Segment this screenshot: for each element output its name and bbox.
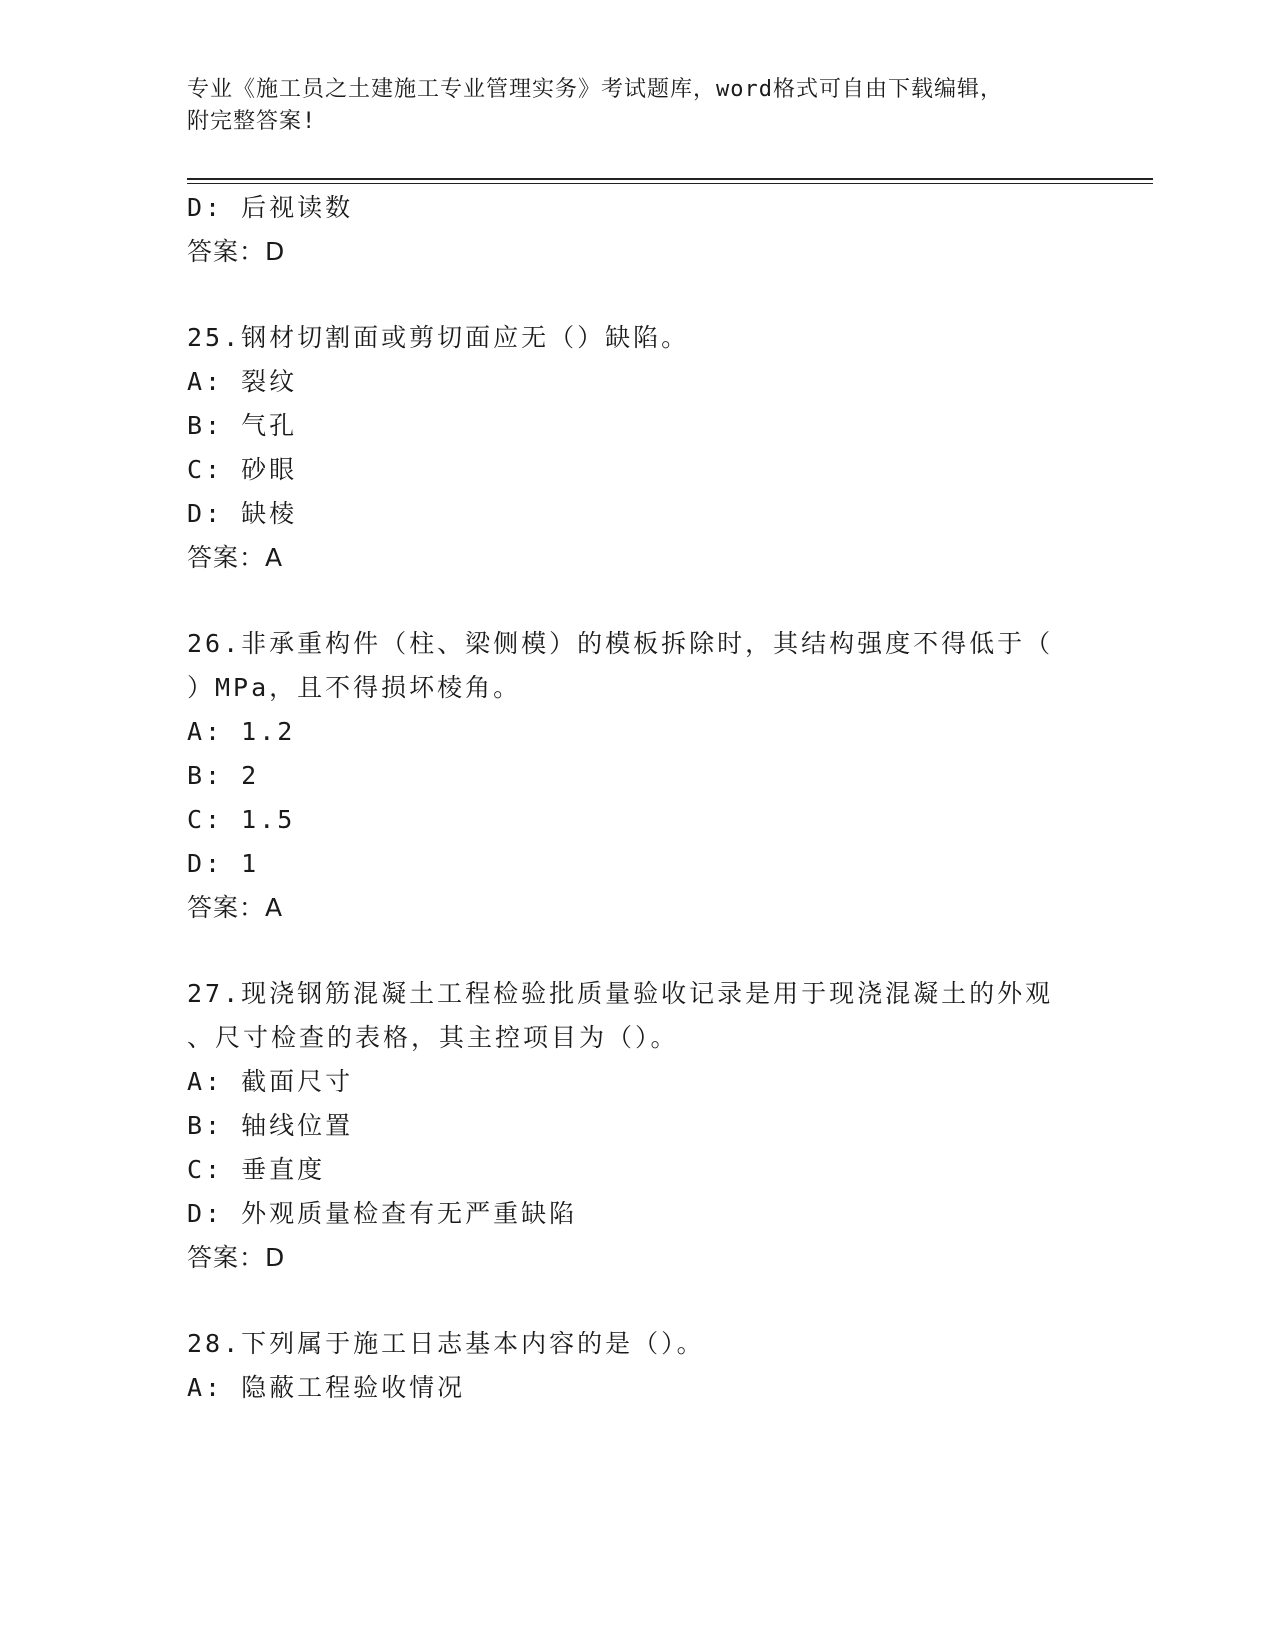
q27-answer: 答案：D: [187, 1243, 286, 1272]
header-line-1: 专业《施工员之土建施工专业管理实务》考试题库，word格式可自由下载编辑，: [187, 77, 1003, 102]
q26-option-b: B: 2: [187, 761, 260, 790]
document-header: [187, 74, 1087, 138]
q25-option-c: C: 砂眼: [187, 455, 298, 484]
q26-answer: 答案：A: [187, 893, 284, 922]
header-divider-thin: [187, 183, 1153, 184]
q26-stem-line-2: ）MPa，且不得损坏棱角。: [187, 673, 522, 702]
q25-option-b: B: 气孔: [187, 411, 298, 440]
q27-option-b: B: 轴线位置: [187, 1111, 354, 1140]
q25-option-a: A: 裂纹: [187, 367, 298, 396]
header-divider-thick: [187, 178, 1153, 180]
q26-option-d: D: 1: [187, 849, 260, 878]
prev-answer: 答案：D: [187, 237, 286, 266]
q28-stem: 28.下列属于施工日志基本内容的是（）。: [187, 1329, 705, 1358]
q27-stem-line-1: 27.现浇钢筋混凝土工程检验批质量验收记录是用于现浇混凝土的外观: [187, 979, 1054, 1008]
q26-option-c: C: 1.5: [187, 805, 296, 834]
q27-stem-line-2: 、尺寸检查的表格，其主控项目为（）。: [187, 1023, 679, 1052]
q27-option-c: C: 垂直度: [187, 1155, 326, 1184]
q27-option-d: D: 外观质量检查有无严重缺陷: [187, 1199, 578, 1228]
q26-option-a: A: 1.2: [187, 717, 296, 746]
q27-option-a: A: 截面尺寸: [187, 1067, 354, 1096]
q25-stem: 25.钢材切割面或剪切面应无（）缺陷。: [187, 323, 690, 352]
q25-answer: 答案：A: [187, 543, 284, 572]
header-line-2: 附完整答案!: [187, 109, 317, 134]
q25-option-d: D: 缺棱: [187, 499, 298, 528]
q28-option-a: A: 隐蔽工程验收情况: [187, 1373, 466, 1402]
prev-option-d: D: 后视读数: [187, 193, 354, 222]
q26-stem-line-1: 26.非承重构件（柱、梁侧模）的模板拆除时，其结构强度不得低于（: [187, 629, 1054, 658]
